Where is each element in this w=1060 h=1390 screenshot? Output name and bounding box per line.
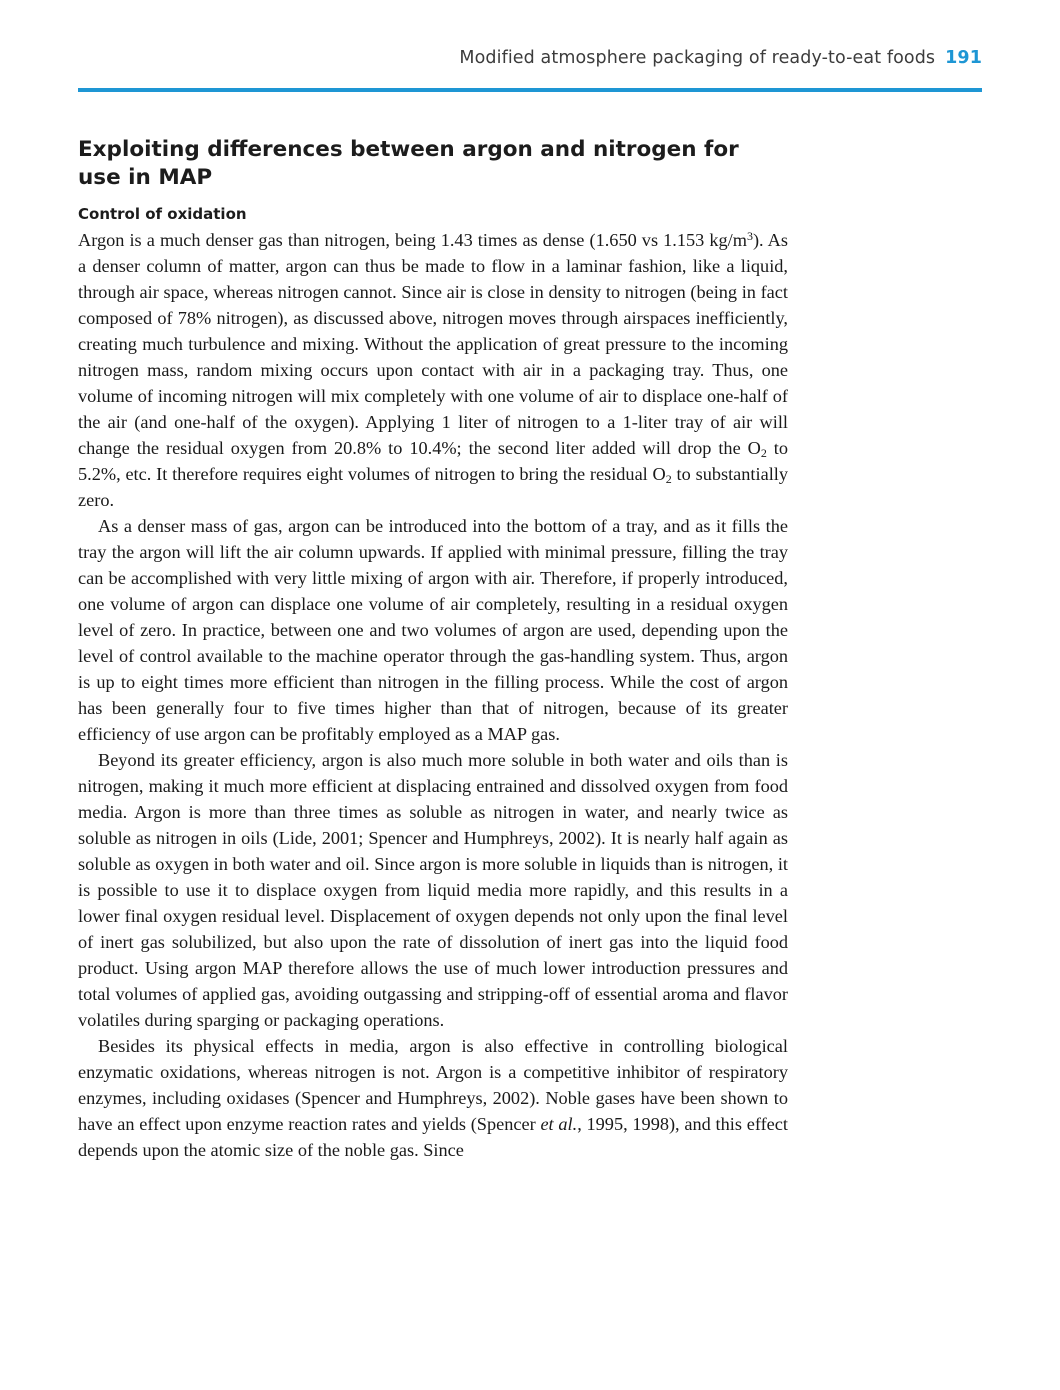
paragraph-2: As a denser mass of gas, argon can be introduced into the bottom of a tray, and as it fills the tray the argon will lift the air column upwards. If applied with minimal pressure, filling the tray can be accomplished with very little mixing of argon with air. Therefore, if properly introduced, one volume of argon can displace one volume of air completely, resulting in a residual oxygen level of zero. In practice, between one and two volumes of argon are used, depending upon the level of control available to the machine operator through the gas-handling system. Thus, argon is up to eight times more efficient than nitrogen in the filling process. While the cost of argon has been generally four to five times higher than that of nitrogen, because of its greater efficiency of use argon can be profitably employed as a MAP gas.	[78, 516, 788, 744]
citation-italic: et al.	[540, 1114, 578, 1134]
section-title: Exploiting differences between argon and nitrogen for use in MAP	[78, 137, 739, 190]
page-number: 191	[945, 48, 982, 68]
running-head	[78, 48, 982, 68]
paragraph-3: Beyond its greater efficiency, argon is also much more soluble in both water and oils than is nitrogen, making it much more efficient at displacing entrained and dissolved oxygen from food media. Argon is more than three times as soluble as nitrogen in water, and nearly twice as soluble as nitrogen in oils (Lide, 2001; Spencer and Humphreys, 2002). It is nearly half again as soluble as oxygen in both water and oil. Since argon is more soluble in liquids than is nitrogen, it is possible to use it to displace oxygen from liquid media more rapidly, and this results in a lower final oxygen residual level. Displacement of oxygen depends not only upon the final level of inert gas solubilized, but also upon the rate of dissolution of inert gas into the liquid food product. Using argon MAP therefore allows the use of much lower introduction pressures and total volumes of applied gas, avoiding outgassing and stripping-off of essential aroma and flavor volatiles during sparging or packaging operations.	[78, 750, 788, 1030]
header-rule	[78, 88, 982, 92]
running-title: Modified atmosphere packaging of ready-to-eat foods	[459, 48, 936, 68]
paragraph-4: Besides its physical effects in media, argon is also effective in controlling biological enzymatic oxidations, whereas nitrogen is not. Argon is a competitive inhibitor of respiratory enzymes, including oxidases (Spencer and Humphreys, 2002). Noble gases have been shown to have an effect upon enzyme reaction rates and yields (Spencer et al., 1995, 1998), and this effect depends upon the atomic size of the noble gas. Since	[78, 1036, 788, 1160]
article-body	[78, 136, 788, 1163]
subscript: 2	[760, 446, 767, 460]
subsection-heading: Control of oxidation	[78, 205, 247, 223]
subscript: 2	[665, 472, 672, 486]
superscript: 3	[746, 229, 753, 243]
paragraph-1: Argon is a much denser gas than nitrogen, being 1.43 times as dense (1.650 vs 1.153 $kg/m^3$). As a denser column of matter, argon can thus be made to flow in a laminar fashion, like a liquid, through air space, whereas nitrogen cannot. Since air is close in density to nitrogen (being in fact composed of 78% nitrogen), as discussed above, nitrogen moves through airspaces inefficiently, creating much turbulence and mixing. Without the application of great pressure to the incoming nitrogen mass, random mixing occurs upon contact with air in a packaging tray. Thus, one volume of incoming nitrogen will mix completely with one volume of air to displace one-half of the air (and one-half of the oxygen). Applying 1 liter of nitrogen to a 1-liter tray of air will change the residual oxygen from 20.8% to 10.4%; the second liter added will drop the $O_2$ to 5.2%, etc. It therefore requires eight volumes of nitrogen to bring the residual $O_2$ to substantially zero.	[78, 229, 788, 510]
